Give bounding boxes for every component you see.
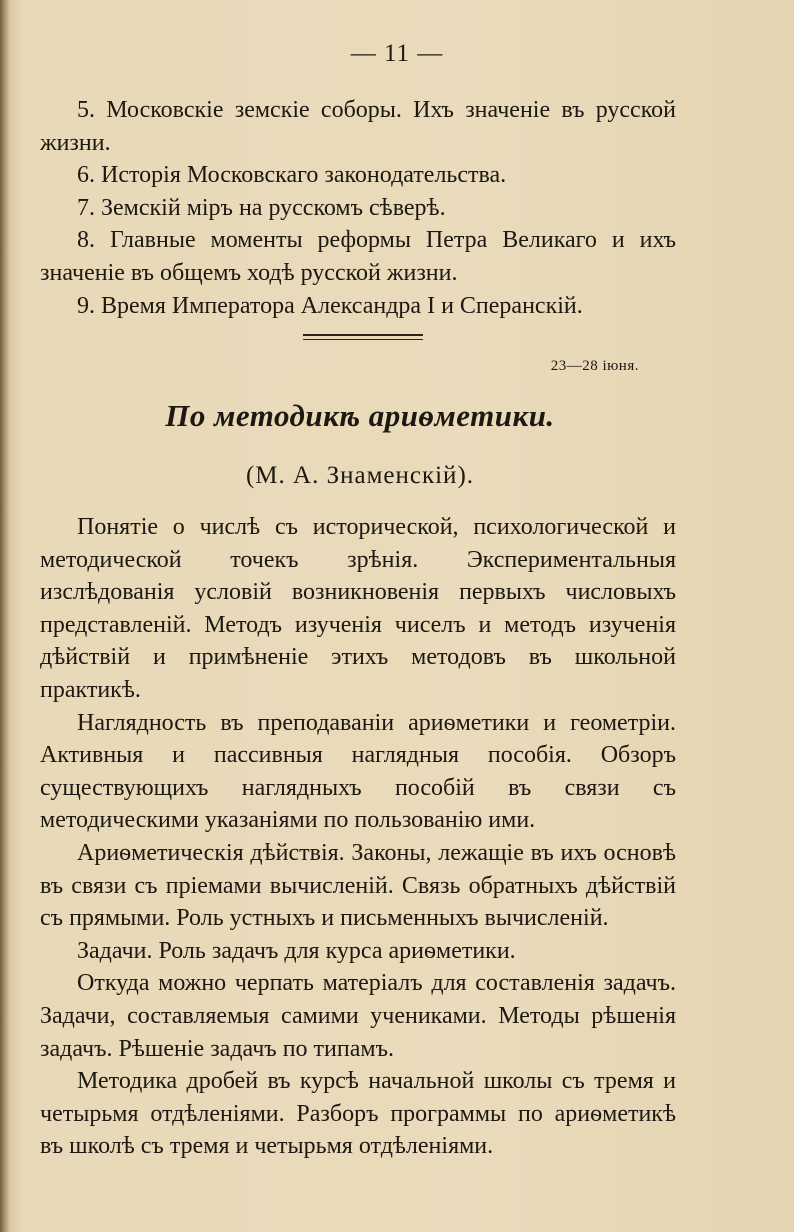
list-item: 8. Главные моменты реформы Петра Великаго и ихъ значеніе въ общемъ ходѣ русской жизни. [40,227,676,286]
body-text [40,511,676,1163]
page-number: — 11 — [350,40,444,67]
list-item: 7. Земскій міръ на русскомъ сѣверѣ. [77,194,446,221]
section-divider [303,334,423,340]
topic-list [40,94,676,322]
list-item: 6. Исторія Московскаго законодательства. [77,162,507,189]
paragraph: Ариѳметическія дѣйствія. Законы, лежащіе въ ихъ основѣ въ связи съ пріемами вычисленій. Связь обратныхъ дѣйствій съ прямыми. Роль устныхъ и письменныхъ вычисленій. [40,839,676,932]
section-heading: По методикѣ ариѳметики. [165,398,555,433]
author-line: (М. А. Знаменскій). [245,462,475,489]
paragraph: Откуда можно черпать матеріалъ для составленія задачъ. Задачи, составляемыя самими учениками. Методы рѣшенія задачъ. Рѣшеніе задачъ по типамъ. [40,970,676,1062]
paragraph: Методика дробей въ курсѣ начальной школы съ тремя и четырьмя отдѣленіями. Разборъ программы по ариѳметикѣ въ школѣ съ тремя и четырьмя отдѣленіями. [40,1068,676,1160]
paragraph: Понятіе о числѣ съ исторической, психологической и методической точекъ зрѣнія. Экспериментальныя изслѣдованія условій возникновенія первыхъ числовыхъ представленій. Методъ изученія чиселъ и методъ изученія дѣйствій и примѣненіе этихъ методовъ въ школьной практикѣ. [40,514,676,703]
list-item: 5. Московскіе земскіе соборы. Ихъ значеніе въ русской жизни. [40,97,676,156]
paragraph: Наглядность въ преподаваніи ариѳметики и геометріи. Активныя и пассивныя наглядныя пособія. Обзоръ существующихъ наглядныхъ пособій въ связи съ методическими указаніями по пользованію ими. [40,709,676,834]
date-label: 23—28 іюня. [550,358,639,374]
paragraph: Задачи. Роль задачъ для курса ариѳметики. [77,937,516,964]
list-item: 9. Время Императора Александра I и Сперанскій. [77,292,583,319]
